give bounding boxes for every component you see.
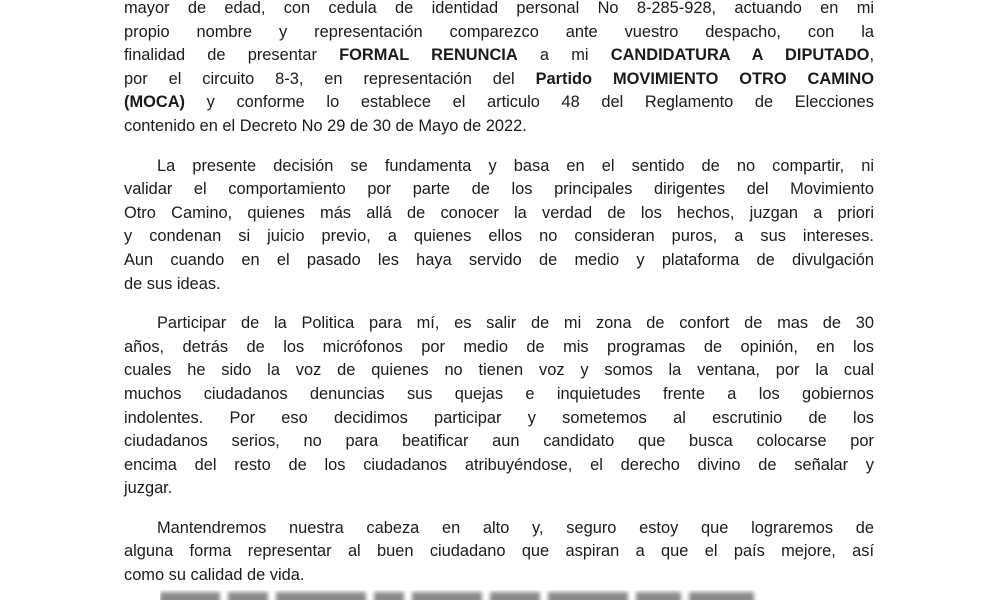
text-line <box>124 312 874 336</box>
text-line <box>124 383 874 407</box>
text-segment: y conforme lo establece el articulo 48 del Reglamento de Elecciones <box>185 93 874 112</box>
text-line <box>124 202 874 226</box>
text-line <box>124 91 874 115</box>
bold-text: Partido MOVIMIENTO OTRO CAMINO <box>535 69 874 88</box>
text-segment: propio nombre y representación comparezco ante vuestro despacho, con la <box>124 22 874 41</box>
text-line <box>124 68 874 92</box>
text-segment: muchos ciudadanos denuncias sus quejas e inquietudes frente a los gobiernos <box>124 384 874 403</box>
bold-text: FORMAL RENUNCIA <box>339 46 518 65</box>
paragraph <box>124 312 874 501</box>
text-segment: encima del resto de los ciudadanos atribuyéndose, el derecho divino de señalar y <box>124 455 874 474</box>
letter-body <box>124 0 874 600</box>
text-line <box>124 225 874 249</box>
text-segment: validar el comportamiento por parte de los principales dirigentes del Movimiento <box>124 180 874 199</box>
text-line <box>124 0 874 21</box>
text-line <box>124 155 874 179</box>
text-segment: Otro Camino, quienes más allá de conocer la verdad de los hechos, juzgan a priori <box>124 203 874 222</box>
text-segment: finalidad de presentar <box>124 46 340 65</box>
cut-off-text-line <box>160 590 860 600</box>
text-line <box>124 336 874 360</box>
text-line <box>124 115 874 139</box>
text-line <box>124 540 874 564</box>
text-line <box>124 21 874 45</box>
text-line <box>124 517 874 541</box>
text-segment: cuales he sido la voz de quienes no tienen voz y somos la ventana, por la cual <box>124 361 874 380</box>
text-segment: indolentes. Por eso decidimos participar y sometemos al escrutinio de los <box>124 408 874 427</box>
text-line <box>124 564 874 588</box>
text-line <box>124 454 874 478</box>
text-segment: , <box>869 46 874 65</box>
text-segment: alguna forma representar al buen ciudadano que aspiran a que el país mejore, así <box>124 542 874 561</box>
text-line <box>124 178 874 202</box>
text-segment: años, detrás de los micrófonos por medio de mis programas de opinión, en los <box>124 337 874 356</box>
text-line <box>124 477 874 501</box>
text-segment: como su calidad de vida. <box>124 566 305 585</box>
text-line <box>124 273 874 297</box>
text-line <box>124 359 874 383</box>
paragraph <box>124 0 874 139</box>
text-segment: de sus ideas. <box>124 274 221 293</box>
text-segment: Aun cuando en el pasado les haya servido de medio y plataforma de divulgación <box>124 250 874 269</box>
text-line <box>124 430 874 454</box>
text-line <box>124 249 874 273</box>
text-segment: Participar de la Politica para mí, es salir de mi zona de confort de mas de 30 <box>157 314 874 333</box>
text-line <box>124 407 874 431</box>
text-segment: La presente decisión se fundamenta y basa en el sentido de no compartir, ni <box>157 156 874 175</box>
text-segment: Mantendremos nuestra cabeza en alto y, seguro estoy que lograremos de <box>157 518 874 537</box>
paragraph <box>124 155 874 297</box>
text-line <box>124 44 874 68</box>
bold-text: (MOCA) <box>124 93 185 112</box>
text-segment: mayor de edad, con cedula de identidad personal No 8-285-928, actuando en mi <box>124 0 874 17</box>
text-segment: contenido en el Decreto No 29 de 30 de Mayo de 2022. <box>124 116 527 135</box>
text-segment: juzgar. <box>124 479 173 498</box>
text-segment: y condenan si juicio previo, a quienes ellos no consideran puros, a sus intereses. <box>124 227 874 246</box>
text-segment: a mi <box>517 46 611 65</box>
text-segment: por el circuito 8-3, en representación del <box>124 69 536 88</box>
bold-text: CANDIDATURA A DIPUTADO <box>610 46 870 65</box>
paragraph <box>124 517 874 588</box>
text-segment: ciudadanos serios, no para beatificar aun candidato que busca colocarse por <box>124 432 874 451</box>
